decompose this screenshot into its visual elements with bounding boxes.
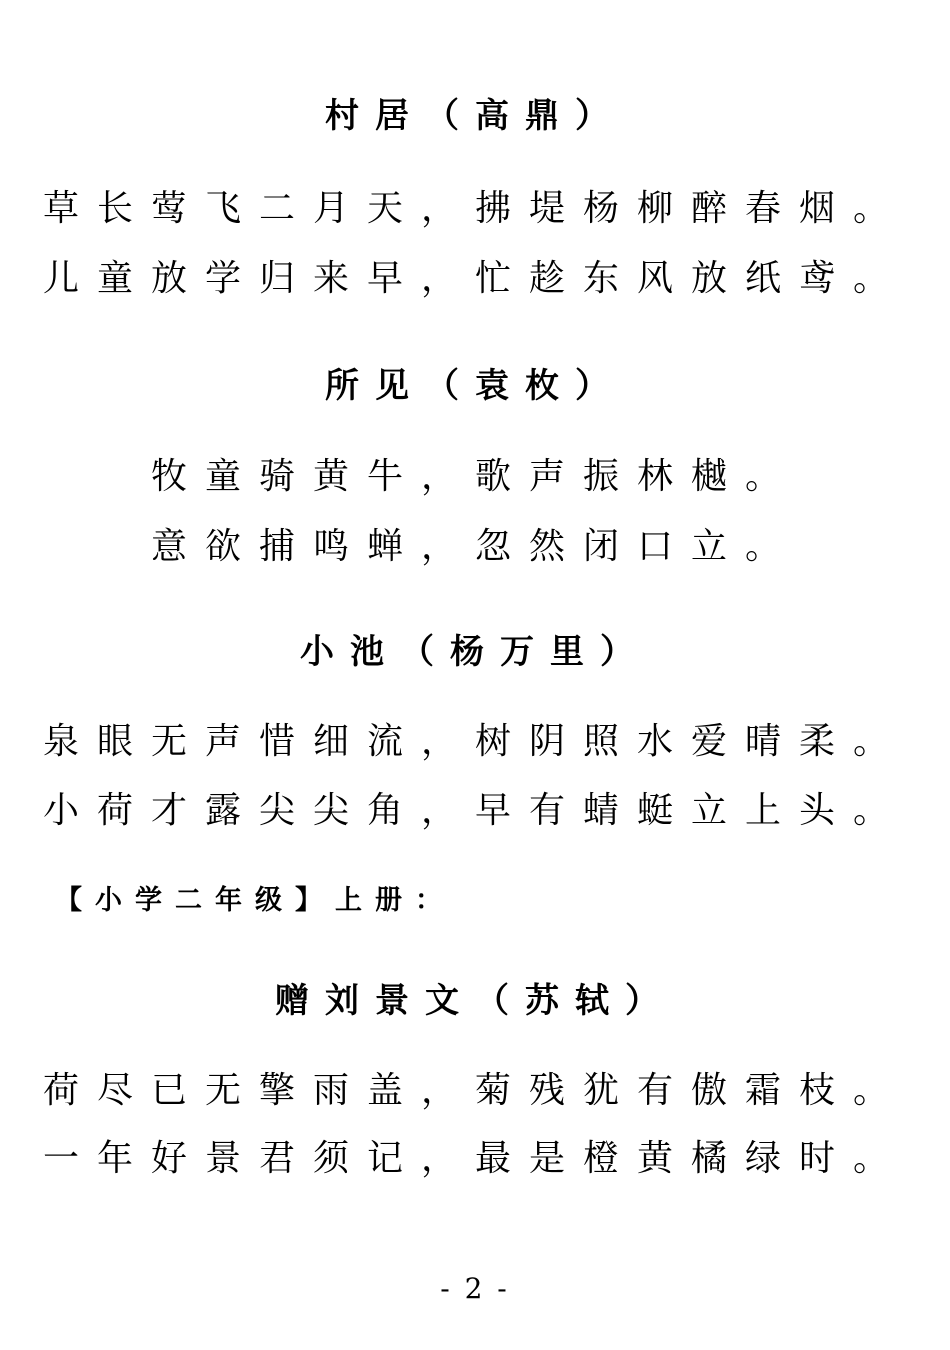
poem-title: 村居（高鼎）	[325, 96, 625, 136]
poem-line: 泉眼无声惜细流，树阴照水爱晴柔。	[42, 721, 907, 762]
grade-section-header: 【小学二年级】上册：	[55, 885, 455, 916]
page-number: - 2 -	[440, 1272, 510, 1305]
poem-line: 一年好景君须记，最是橙黄橘绿时。	[42, 1138, 907, 1179]
poem-line: 儿童放学归来早，忙趁东风放纸鸢。	[42, 258, 907, 299]
poem-title: 所见（袁枚）	[325, 366, 625, 406]
poem-line: 荷尽已无擎雨盖，菊残犹有傲霜枝。	[42, 1070, 907, 1111]
poem-title: 赠刘景文（苏轼）	[275, 981, 675, 1021]
poem-line: 小荷才露尖尖角，早有蜻蜓立上头。	[42, 790, 907, 831]
poem-title: 小池（杨万里）	[300, 632, 650, 672]
poem-line: 意欲捕鸣蝉，忽然闭口立。	[150, 526, 799, 567]
poem-line: 牧童骑黄牛，歌声振林樾。	[150, 456, 799, 497]
poem-line: 草长莺飞二月天，拂堤杨柳醉春烟。	[42, 188, 907, 229]
